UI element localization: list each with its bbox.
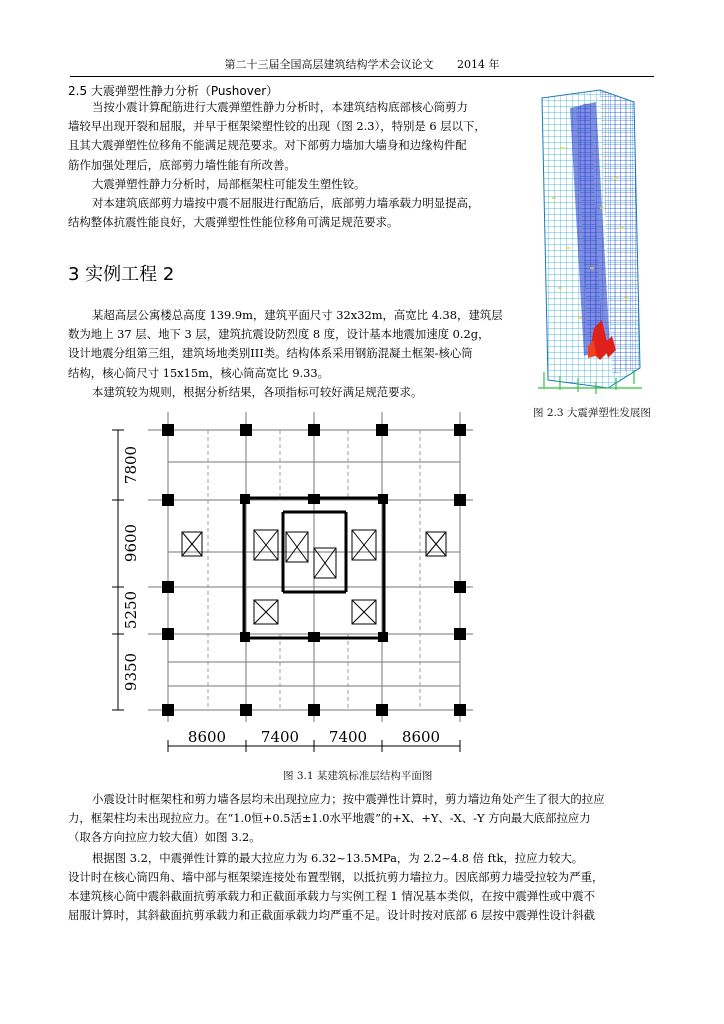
text-line: 且其大震弹塑性位移角不能满足规范要求。对下部剪力墙加大墙身和边缘构件配 xyxy=(68,138,467,153)
dim-left-3: 5250 xyxy=(122,590,140,630)
section-2-5-paragraph-3 xyxy=(68,194,530,232)
header-year: 2014 年 xyxy=(457,58,500,71)
fig-3-1-caption: 图 3.1 某建筑标准层结构平面图 xyxy=(283,770,433,782)
body-paragraph-1 xyxy=(68,790,656,848)
dim-bottom-4: 8600 xyxy=(401,728,441,746)
text-line: 当按小震计算配筋进行大震弹塑性静力分析时，本建筑结构底部核心筒剪力 xyxy=(92,100,468,114)
text-line: 小震设计时框架柱和剪力墙各层均未出现拉应力；按中震弹性计算时，剪力墙边角处产生了很大的拉应 xyxy=(92,792,605,806)
running-header xyxy=(70,56,654,77)
section-3-paragraph-2: 本建筑较为规则，根据分析结果，各项指标可较好满足规范要求。 xyxy=(92,385,423,399)
dimension-labels-left xyxy=(122,446,140,691)
body-paragraph-2: 根据图 3.2，中震弹性计算的最大拉应力为 6.32~13.5MPa，为 2.2~4.8 倍 ftk，拉应力较大。 xyxy=(92,851,584,865)
grid-lines xyxy=(148,412,473,722)
section-3-paragraph-1 xyxy=(68,306,530,383)
text-line: 数为地上 37 层、地下 3 层，建筑抗震设防烈度 8 度，设计基本地震加速度 0.2g， xyxy=(68,327,490,342)
section-2-5-paragraph-1 xyxy=(68,98,530,175)
text-line: 本建筑核心筒中震斜截面抗剪承载力和正截面承载力与实例工程 1 情况基本类似，在按中震弹性或中震不 xyxy=(68,889,596,904)
section-3-title: 3 实例工程 2 xyxy=(68,264,175,285)
dim-left-4: 9350 xyxy=(122,652,140,692)
dim-left-1: 7800 xyxy=(122,445,140,485)
fig-2-3-pushover-model xyxy=(530,88,660,400)
fig-2-3-caption: 图 2.3 大震弹塑性发展图 xyxy=(533,407,651,419)
text-line: 墙较早出现开裂和屈服，并早于框架梁塑性铰的出现（图 2.3），特别是 6 层以下， xyxy=(68,119,486,134)
fig-3-1-floor-plan xyxy=(108,412,478,758)
dim-bottom-3: 7400 xyxy=(328,728,368,746)
text-line: 力，框架柱均未出现拉应力。在“1.0恒+0.5活±1.0水平地震”的+X、+Y、-X、-Y 方向最大底部拉应力 xyxy=(68,811,591,826)
dim-bottom-2: 7400 xyxy=(260,728,300,746)
text-line: 某超高层公寓楼总高度 139.9m，建筑平面尺寸 32x32m，高宽比 4.38，建筑层 xyxy=(92,308,503,322)
body-paragraph-3 xyxy=(68,868,656,926)
text-line: 设计地震分组第三组，建筑场地类别III类。结构体系采用钢筋混凝土框架-核心筒 xyxy=(68,346,473,361)
text-line: 筋作加强处理后，底部剪力墙性能有所改善。 xyxy=(68,157,296,172)
section-2-5-paragraph-2: 大震弹塑性静力分析时，局部框架柱可能发生塑性铰。 xyxy=(92,177,366,191)
text-line: 结构整体抗震性能良好，大震弹塑性性能位移角可满足规范要求。 xyxy=(68,215,399,230)
text-line: 结构，核心筒尺寸 15x15m，核心筒高宽比 9.33。 xyxy=(68,365,330,380)
section-2-5-title: 2.5 大震弹塑性静力分析（Pushover） xyxy=(68,84,279,98)
text-line: （取各方向拉应力较大值）如图 3.2。 xyxy=(68,830,261,845)
dim-bottom-1: 8600 xyxy=(187,728,227,746)
text-line: 对本建筑底部剪力墙按中震不屈服进行配筋后，底部剪力墙承载力明显提高， xyxy=(92,196,480,210)
dim-left-2: 9600 xyxy=(122,523,140,563)
text-line: 屈服计算时，其斜截面抗剪承载力和正截面承载力均严重不足。设计时按对底部 6 层按中震弹性设计斜截 xyxy=(68,908,596,923)
text-line: 设计时在核心筒四角、墙中部与框架梁连接处布置型钢，以抵抗剪力墙拉力。因底部剪力墙受拉较为严重， xyxy=(68,870,604,884)
conference-name: 第二十三届全国高层建筑结构学术会议论文 xyxy=(224,58,434,71)
